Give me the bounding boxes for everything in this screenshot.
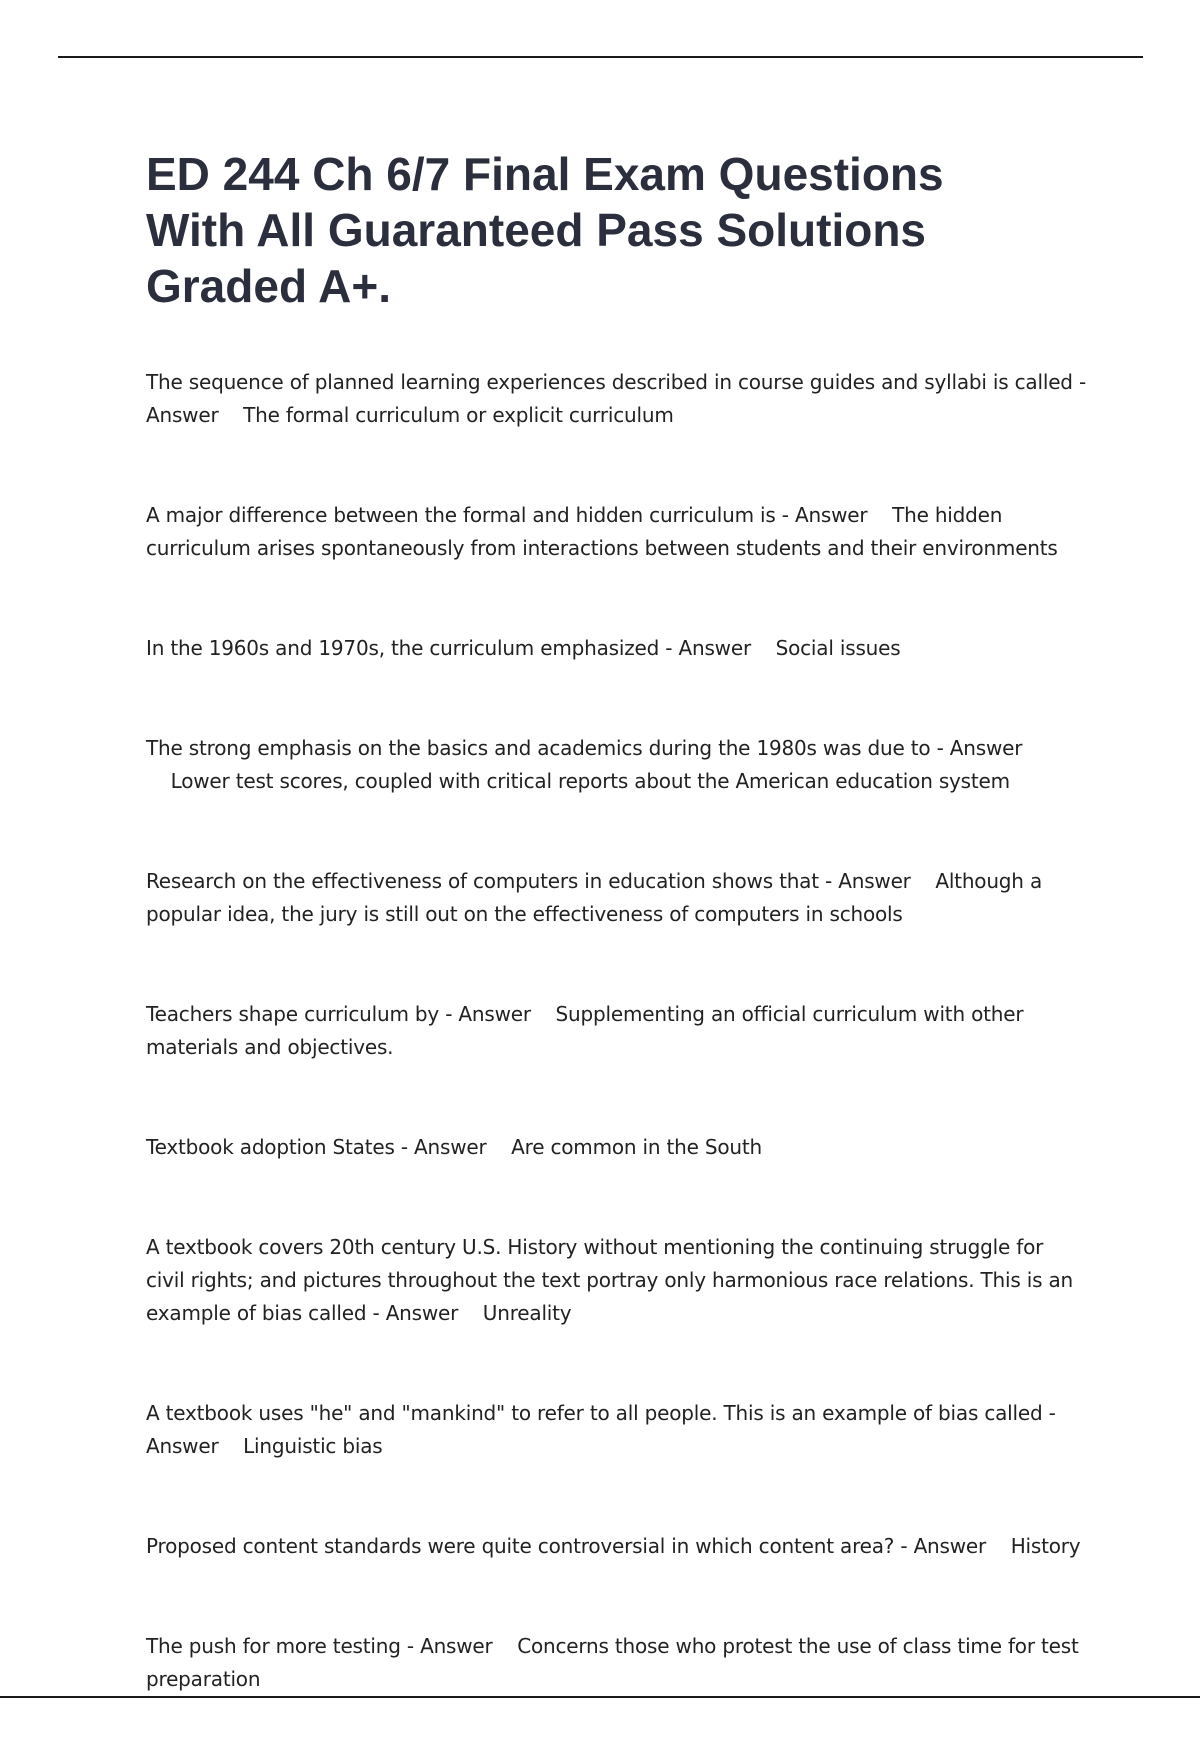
answer-text: Although a popular idea, the jury is still out on the effectiveness of computers in schools	[146, 869, 1042, 926]
qa-item	[146, 366, 1086, 432]
answer-text: Linguistic bias	[243, 1434, 383, 1458]
qa-item	[146, 1397, 1086, 1463]
answer-text: Are common in the South	[511, 1135, 763, 1159]
answer-label: Answer	[838, 869, 911, 893]
question-text: In the 1960s and 1970s, the curriculum emphasized -	[146, 636, 673, 660]
question-text: Teachers shape curriculum by -	[146, 1002, 453, 1026]
question-text: A textbook uses "he" and "mankind" to refer to all people. This is an example of bias called -	[146, 1401, 1056, 1425]
question-text: Research on the effectiveness of computers in education shows that -	[146, 869, 833, 893]
answer-label: Answer	[949, 736, 1023, 760]
qa-item	[146, 1131, 1086, 1164]
question-text: A major difference between the formal and hidden curriculum is -	[146, 503, 789, 527]
qa-item	[146, 1231, 1086, 1330]
answer-text: Concerns those who protest the use of class time for test preparation	[146, 1634, 1079, 1691]
qa-item	[146, 998, 1086, 1064]
answer-text: The formal curriculum or explicit curriculum	[243, 403, 674, 427]
answer-label: Answer	[420, 1634, 493, 1658]
qa-item	[146, 1530, 1086, 1563]
question-text: Proposed content standards were quite controversial in which content area? -	[146, 1534, 908, 1558]
question-text: Textbook adoption States -	[146, 1135, 408, 1159]
question-text: A textbook covers 20th century U.S. History without mentioning the continuing struggle for civil rights; and pictures throughout the text portray only harmonious race relations. This is an example of bias called -	[146, 1235, 1074, 1325]
answer-text: Supplementing an official curriculum with other materials and objectives.	[146, 1002, 1024, 1059]
answer-label: Answer	[146, 403, 219, 427]
answer-label: Answer	[794, 503, 868, 527]
qa-item	[146, 1630, 1086, 1696]
question-text: The sequence of planned learning experiences described in course guides and syllabi is called -	[146, 370, 1086, 394]
answer-label: Answer	[913, 1534, 987, 1558]
qa-item	[146, 732, 1086, 798]
qa-item	[146, 865, 1086, 931]
answer-label: Answer	[146, 1434, 219, 1458]
answer-text: History	[1010, 1534, 1081, 1558]
top-divider	[58, 56, 1143, 58]
question-text: The push for more testing -	[146, 1634, 414, 1658]
answer-label: Answer	[458, 1002, 531, 1026]
qa-item	[146, 632, 1086, 665]
qa-item	[146, 499, 1086, 565]
document-title: ED 244 Ch 6/7 Final Exam Questions With All Guaranteed Pass Solutions Graded A+.	[146, 148, 944, 312]
bottom-divider	[0, 1696, 1200, 1698]
qa-list	[146, 366, 1086, 1696]
answer-label: Answer	[678, 636, 751, 660]
answer-text: Unreality	[482, 1301, 572, 1325]
document-body	[146, 146, 1086, 1763]
answer-text: The hidden curriculum arises spontaneously from interactions between students and their environments	[146, 503, 1058, 560]
answer-text: Lower test scores, coupled with critical reports about the American education system	[170, 769, 1010, 793]
answer-text: Social issues	[775, 636, 901, 660]
question-text: The strong emphasis on the basics and academics during the 1980s was due to -	[146, 736, 944, 760]
answer-label: Answer	[414, 1135, 487, 1159]
answer-label: Answer	[385, 1301, 459, 1325]
